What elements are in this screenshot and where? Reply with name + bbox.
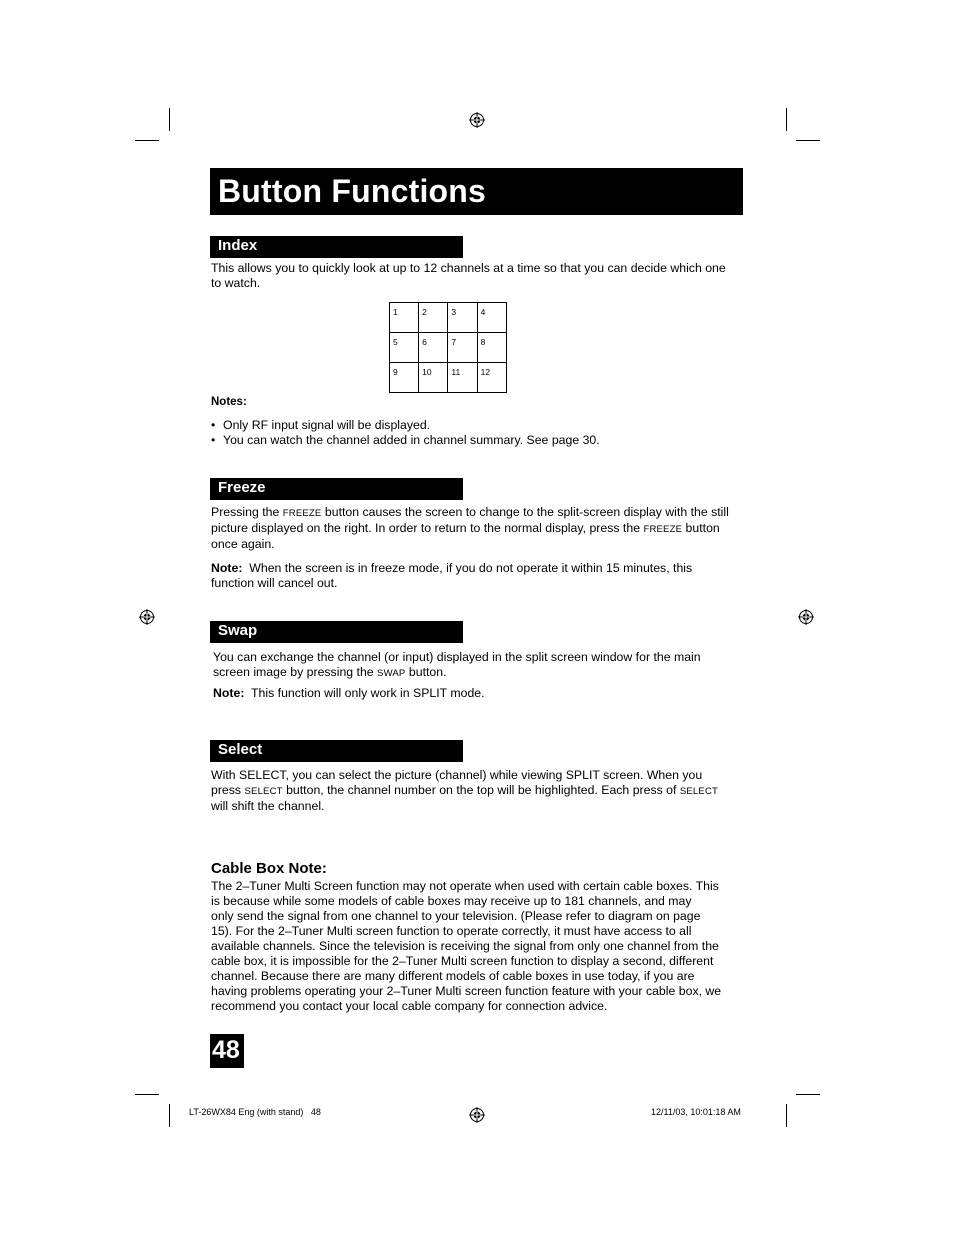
button-name: SELECT — [244, 786, 283, 797]
channel-number: 10 — [422, 367, 432, 377]
text-line: having problems operating your 2–Tuner Multi screen function feature with your cable box, we — [211, 984, 722, 998]
text-line: is because while some models of cable boxes may receive up to 181 channels, and may — [211, 894, 692, 908]
grid-cell — [448, 333, 477, 363]
grid-cell — [390, 333, 419, 363]
text-line: only send the signal from one channel to your television. (Please refer to diagram on page — [211, 909, 701, 923]
grid-cell — [448, 303, 477, 333]
text-line: channel. Because there are many different models of cable boxes in use today, if you are — [211, 969, 695, 983]
registration-mark-icon — [139, 609, 155, 625]
index-description — [211, 261, 726, 291]
text-line — [211, 521, 729, 537]
text-line: recommend you contact your local cable company for connection advice. — [211, 999, 608, 1013]
button-name: FREEZE — [282, 508, 322, 519]
footer-timestamp: 12/11/03, 10:01:18 AM — [651, 1107, 741, 1117]
page-title: Button Functions — [218, 173, 487, 209]
footer-file-info: LT-26WX84 Eng (with stand) 48 — [189, 1107, 321, 1117]
text-line: 15). For the 2–Tuner Multi screen function to operate correctly, it must have access to all — [211, 924, 692, 938]
text-line: This allows you to quickly look at up to 12 channels at a time so that you can decide which one — [211, 261, 726, 275]
text-run: When the screen is in freeze mode, if you do not operate it within 15 minutes, this — [242, 561, 693, 575]
page-number-box — [210, 1034, 244, 1068]
text-run: button causes the screen to change to the split-screen display with the still — [321, 505, 729, 519]
section-heading: Freeze — [218, 479, 266, 496]
text-line — [213, 686, 485, 701]
crop-mark — [786, 1104, 787, 1127]
grid-cell — [477, 333, 506, 363]
text-line: function will cancel out. — [211, 576, 338, 590]
text-line — [211, 783, 718, 799]
section-heading: Swap — [218, 622, 258, 639]
crop-mark — [135, 140, 159, 141]
text-run: picture displayed on the right. In order to return to the normal display, press the — [211, 521, 644, 535]
grid-cell — [477, 363, 506, 393]
text-line — [211, 505, 729, 521]
freeze-note — [211, 561, 692, 591]
note-text: Only RF input signal will be displayed. — [223, 418, 431, 432]
button-name: SELECT — [679, 786, 719, 797]
text-line — [211, 561, 692, 576]
text-line: available channels. Since the television is receiving the signal from only one channel from the — [211, 939, 719, 953]
channel-number: 12 — [480, 367, 491, 377]
note-label: Note: — [213, 686, 245, 700]
page-title-bar — [210, 168, 743, 215]
channel-number: 5 — [393, 337, 398, 347]
notes-label: Notes: — [211, 396, 247, 408]
crop-mark — [135, 1094, 159, 1095]
channel-number: 9 — [393, 367, 398, 377]
grid-cell — [390, 303, 419, 333]
button-name: FREEZE — [643, 524, 683, 535]
crop-mark — [169, 1104, 170, 1127]
note-label: Note: — [211, 561, 243, 575]
text-run: Pressing the — [211, 505, 283, 519]
swap-note — [213, 686, 485, 701]
grid-cell — [419, 363, 448, 393]
text-line: The 2–Tuner Multi Screen function may not operate when used with certain cable boxes. This — [211, 879, 719, 893]
section-heading: Index — [218, 237, 258, 254]
text-line: will shift the channel. — [211, 799, 325, 813]
grid-cell — [419, 333, 448, 363]
text-run: button. — [405, 665, 447, 679]
cable-box-heading: Cable Box Note: — [211, 860, 327, 877]
select-description — [211, 768, 718, 814]
channel-number: 1 — [393, 307, 398, 317]
channel-number: 11 — [451, 367, 461, 377]
note-item: • You can watch the channel added in channel summary. See page 30. — [211, 433, 600, 447]
crop-mark — [169, 108, 170, 131]
registration-mark-icon — [798, 609, 814, 625]
note-item: • Only RF input signal will be displayed. — [211, 418, 431, 432]
text-line: With SELECT, you can select the picture (channel) while viewing SPLIT screen. When you — [211, 768, 703, 782]
text-run: screen image by pressing the — [213, 665, 378, 679]
section-header-select — [210, 740, 463, 762]
section-header-swap — [210, 621, 463, 643]
swap-description — [213, 650, 701, 681]
channel-number: 7 — [451, 337, 457, 347]
channel-number: 2 — [422, 307, 427, 317]
button-name: SWAP — [377, 668, 406, 679]
section-header-index — [210, 236, 463, 258]
section-header-freeze — [210, 478, 463, 500]
grid-cell — [390, 363, 419, 393]
text-line: to watch. — [211, 276, 261, 290]
grid-cell — [477, 303, 506, 333]
registration-mark-icon — [469, 112, 485, 128]
channel-number: 3 — [451, 307, 457, 317]
registration-mark-icon — [469, 1107, 485, 1123]
text-run: button, the channel number on the top will be highlighted. Each press of — [282, 783, 680, 797]
text-line — [213, 665, 701, 681]
text-run: button — [682, 521, 720, 535]
crop-mark — [796, 1094, 820, 1095]
section-heading: Select — [218, 741, 263, 758]
text-line: cable box, it is impossible for the 2–Tuner Multi screen function to display a second, different — [211, 954, 714, 968]
note-text: You can watch the channel added in channel summary. See page 30. — [223, 433, 600, 447]
text-line: once again. — [211, 537, 275, 551]
grid-cell — [448, 363, 477, 393]
text-line: You can exchange the channel (or input) displayed in the split screen window for the main — [213, 650, 701, 664]
page-number: 48 — [212, 1036, 240, 1064]
freeze-description — [211, 505, 729, 552]
crop-mark — [796, 140, 820, 141]
cable-box-text — [211, 879, 721, 1014]
channel-number: 4 — [480, 307, 486, 317]
grid-cell — [419, 303, 448, 333]
text-run: This function will only work in SPLIT mode. — [244, 686, 485, 700]
crop-mark — [786, 108, 787, 131]
channel-number: 6 — [422, 337, 427, 347]
channel-number: 8 — [480, 337, 486, 347]
channel-index-grid — [389, 302, 507, 393]
text-run: press — [211, 783, 245, 797]
